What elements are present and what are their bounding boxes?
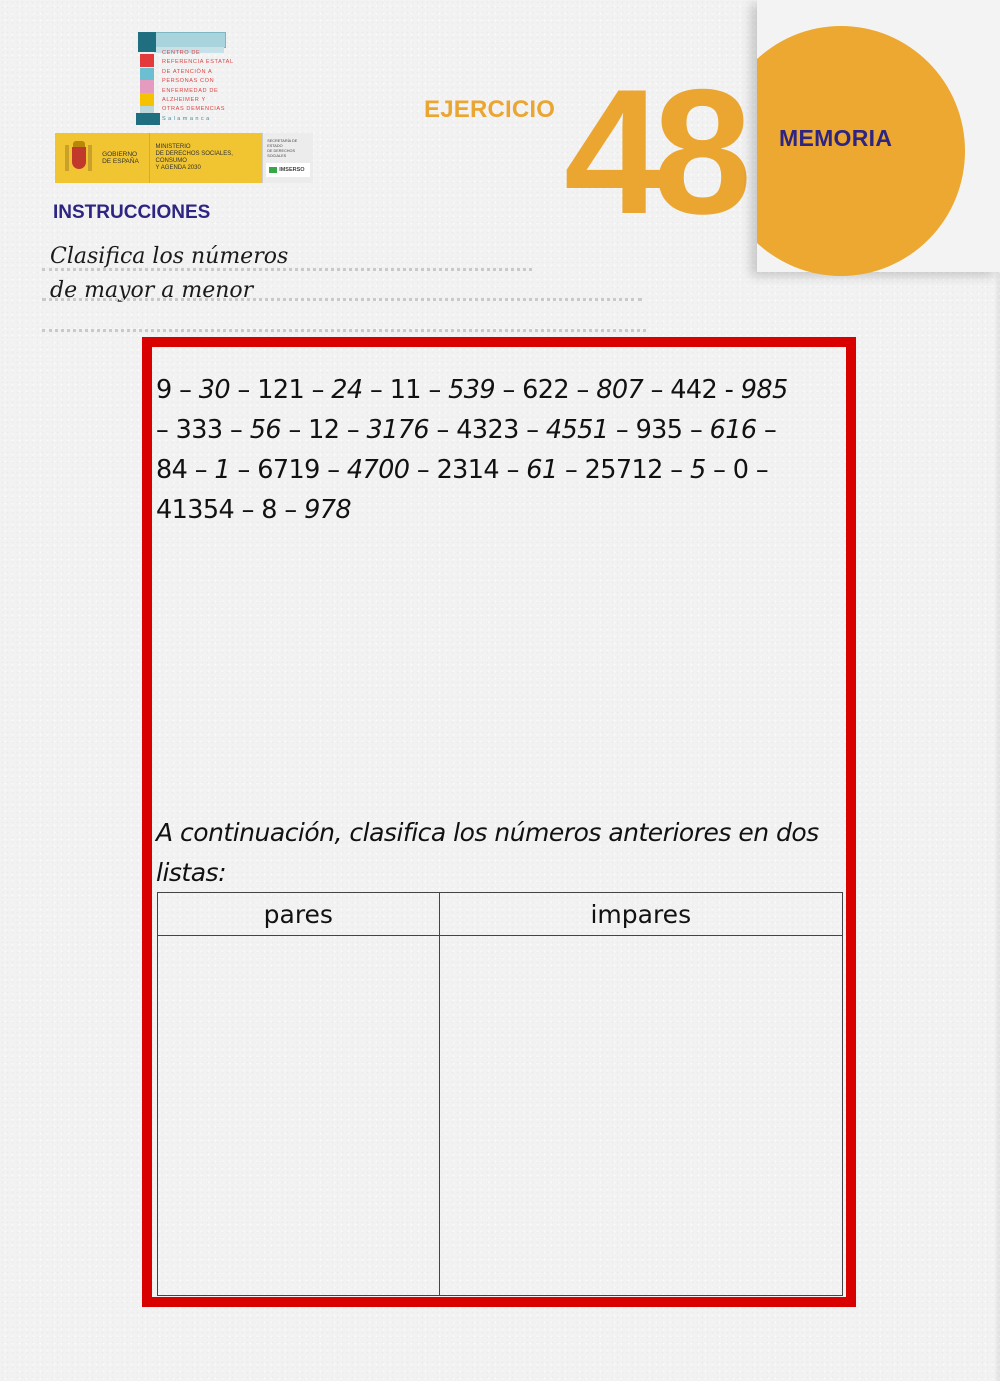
logo-line: ENFERMEDAD DE bbox=[162, 87, 219, 94]
government-banner bbox=[55, 133, 313, 183]
instructions-line: Clasifica los números bbox=[50, 244, 289, 269]
number-item: 442 bbox=[670, 375, 718, 405]
classification-table bbox=[157, 892, 843, 1296]
number-item: 935 bbox=[635, 415, 683, 445]
number-item: 5 bbox=[689, 455, 706, 485]
number-item: 333 bbox=[175, 415, 223, 445]
number-item: 2314 bbox=[436, 455, 500, 485]
number-item: 3176 bbox=[366, 415, 430, 445]
table-row bbox=[158, 936, 843, 1296]
number-item: 56 bbox=[249, 415, 281, 445]
number-item: 6719 bbox=[257, 455, 320, 485]
logo-line: PERSONAS CON bbox=[162, 78, 215, 85]
number-item: 4700 bbox=[346, 455, 410, 485]
dotted-line bbox=[42, 268, 532, 271]
logo-line: REFERENCIA ESTATAL bbox=[162, 59, 234, 66]
dotted-line bbox=[42, 329, 646, 332]
logo-line: OTRAS DEMENCIAS bbox=[162, 106, 226, 113]
logo-line: DE ATENCIÓN A bbox=[162, 68, 213, 75]
imserso-label: IMSERSO bbox=[279, 167, 305, 173]
exercise-number: 48 bbox=[564, 52, 742, 251]
ministerio-line: MINISTERIO bbox=[155, 144, 191, 150]
column-header-impares: impares bbox=[439, 893, 842, 936]
number-item: 121 bbox=[257, 375, 305, 405]
number-item: 807 bbox=[596, 375, 644, 405]
instructions-title: INSTRUCCIONES bbox=[53, 202, 211, 223]
second-instruction: A continuación, clasifica los números anteriores en dos listas: bbox=[156, 818, 819, 887]
number-item: 41354 bbox=[156, 495, 235, 525]
number-item: 12 bbox=[308, 415, 340, 445]
logo-number-one-icon bbox=[138, 30, 156, 125]
ministerio-line: Y AGENDA 2030 bbox=[155, 165, 201, 171]
logo-line: ALZHEIMER Y bbox=[162, 97, 206, 104]
number-item: 8 bbox=[261, 495, 277, 525]
dotted-line bbox=[42, 298, 642, 301]
category-label: MEMORIA bbox=[779, 125, 893, 151]
number-item: 61 bbox=[526, 455, 558, 485]
government-banner-yellow bbox=[55, 133, 262, 183]
number-item: 539 bbox=[448, 375, 495, 405]
secretaria-line: SECRETARÍA DE ESTADO bbox=[267, 139, 298, 148]
secretaria-line: DE DERECHOS SOCIALES bbox=[267, 149, 296, 158]
banner-divider bbox=[149, 133, 150, 183]
number-item: 84 bbox=[156, 455, 188, 485]
gobierno-label: GOBIERNO DE ESPAÑA bbox=[102, 150, 139, 165]
number-item: 9 bbox=[156, 375, 172, 405]
number-sequence: 9 – 30 – 121 – 24 – 11 – 539 – 622 – 807 – 442 - 985 – 333 – 56 – 12 – 3176 – 4323 – 4551 – 935 – 616 – 84 – 1 – 6719 – 4700 – 2314 – 61 – 25712 – 5 – 0 – 41354 – 8 – 978 bbox=[156, 375, 788, 525]
logo-building-icon bbox=[154, 32, 226, 48]
number-item: 11 bbox=[389, 375, 421, 405]
secretaria-block bbox=[262, 133, 313, 183]
impares-answer-cell[interactable] bbox=[439, 936, 842, 1296]
ministerio-line: DE DERECHOS SOCIALES, CONSUMO bbox=[155, 151, 233, 164]
number-item: 0 bbox=[732, 455, 749, 485]
number-item: 985 bbox=[740, 375, 788, 405]
coat-of-arms-icon bbox=[65, 141, 92, 175]
number-item: 622 bbox=[522, 375, 570, 405]
number-item: 616 bbox=[709, 415, 757, 445]
number-item: 30 bbox=[198, 375, 231, 405]
logo-text bbox=[162, 49, 234, 124]
logo-line: CENTRO DE bbox=[162, 50, 201, 56]
number-item: 1 bbox=[214, 455, 231, 485]
exercise-label: EJERCICIO bbox=[424, 96, 556, 123]
number-item: 978 bbox=[304, 495, 351, 525]
ministerio-label bbox=[156, 144, 263, 172]
number-item: 4323 bbox=[456, 415, 519, 445]
alzheimer-center-logo bbox=[134, 30, 234, 125]
imserso-logo bbox=[266, 163, 310, 177]
column-header-pares: pares bbox=[158, 893, 440, 936]
imserso-icon bbox=[269, 167, 277, 173]
number-item: 24 bbox=[331, 375, 363, 405]
logo-city: Salamanca bbox=[162, 115, 212, 122]
number-item: 4551 bbox=[545, 415, 609, 445]
instructions-line: de mayor a menor bbox=[50, 278, 254, 303]
secretaria-label bbox=[267, 139, 313, 159]
pares-answer-cell[interactable] bbox=[158, 936, 440, 1296]
number-item: 25712 bbox=[584, 455, 663, 485]
